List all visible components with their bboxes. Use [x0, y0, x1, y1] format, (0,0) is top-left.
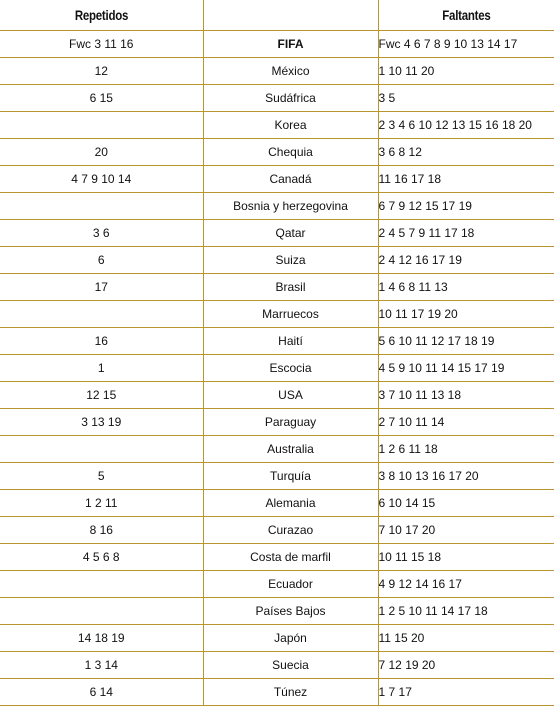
faltantes-cell: 1 4 6 8 11 13: [378, 274, 554, 301]
repetidos-cell: 16: [0, 328, 203, 355]
faltantes-cell: 3 5: [378, 85, 554, 112]
team-cell: Alemania: [203, 490, 378, 517]
repetidos-cell: [0, 112, 203, 139]
repetidos-cell: [0, 301, 203, 328]
repetidos-cell: 3 13 19: [0, 409, 203, 436]
table-row: [0, 355, 554, 382]
faltantes-cell: 1 7 17: [378, 679, 554, 706]
team-cell: Brasil: [203, 274, 378, 301]
team-cell: México: [203, 58, 378, 85]
team-cell: Escocia: [203, 355, 378, 382]
repetidos-cell: 20: [0, 139, 203, 166]
team-cell: Qatar: [203, 220, 378, 247]
team-cell: Suecia: [203, 652, 378, 679]
faltantes-cell: 3 7 10 11 13 18: [378, 382, 554, 409]
repetidos-cell: 8 16: [0, 517, 203, 544]
repetidos-cell: 4 5 6 8: [0, 544, 203, 571]
table-row: [0, 139, 554, 166]
faltantes-cell: 1 2 6 11 18: [378, 436, 554, 463]
repetidos-cell: [0, 193, 203, 220]
faltantes-cell: 5 6 10 11 12 17 18 19: [378, 328, 554, 355]
faltantes-cell: 3 6 8 12: [378, 139, 554, 166]
repetidos-cell: 12: [0, 58, 203, 85]
team-cell: Ecuador: [203, 571, 378, 598]
faltantes-cell: 7 12 19 20: [378, 652, 554, 679]
faltantes-cell: 4 5 9 10 11 14 15 17 19: [378, 355, 554, 382]
team-cell: Costa de marfil: [203, 544, 378, 571]
table-row: [0, 301, 554, 328]
repetidos-cell: 6: [0, 247, 203, 274]
repetidos-cell: 4 7 9 10 14: [0, 166, 203, 193]
table-row: [0, 517, 554, 544]
table-row: [0, 274, 554, 301]
faltantes-cell: 1 10 11 20: [378, 58, 554, 85]
team-cell: Australia: [203, 436, 378, 463]
faltantes-cell: 10 11 17 19 20: [378, 301, 554, 328]
team-cell: Bosnia y herzegovina: [203, 193, 378, 220]
table-row: [0, 436, 554, 463]
team-cell: Chequia: [203, 139, 378, 166]
team-cell: Paraguay: [203, 409, 378, 436]
repetidos-cell: 1: [0, 355, 203, 382]
repetidos-cell: [0, 571, 203, 598]
faltantes-cell: 6 10 14 15: [378, 490, 554, 517]
team-cell: USA: [203, 382, 378, 409]
team-cell: Marruecos: [203, 301, 378, 328]
team-cell: Korea: [203, 112, 378, 139]
header-faltantes: [378, 0, 554, 31]
header-row: [0, 0, 554, 31]
table-row: [0, 166, 554, 193]
table-row: [0, 85, 554, 112]
faltantes-cell: 11 16 17 18: [378, 166, 554, 193]
faltantes-cell: 2 3 4 6 10 12 13 15 16 18 20: [378, 112, 554, 139]
header-faltantes-label: Faltantes: [442, 7, 491, 23]
table-row: [0, 544, 554, 571]
table-row: [0, 220, 554, 247]
header-repetidos-label: Repetidos: [74, 7, 128, 23]
header-repetidos: [0, 0, 203, 31]
faltantes-cell: 11 15 20: [378, 625, 554, 652]
repetidos-cell: Fwc 3 11 16: [0, 31, 203, 58]
repetidos-cell: [0, 436, 203, 463]
table-row: [0, 625, 554, 652]
repetidos-cell: [0, 598, 203, 625]
faltantes-cell: 4 9 12 14 16 17: [378, 571, 554, 598]
header-team: [203, 0, 378, 31]
repetidos-cell: 17: [0, 274, 203, 301]
table-row: [0, 409, 554, 436]
team-cell: Japón: [203, 625, 378, 652]
team-cell: Curazao: [203, 517, 378, 544]
table-row: [0, 490, 554, 517]
team-cell: Países Bajos: [203, 598, 378, 625]
table-row: [0, 247, 554, 274]
table-row: [0, 58, 554, 85]
faltantes-cell: 3 8 10 13 16 17 20: [378, 463, 554, 490]
team-cell: Haití: [203, 328, 378, 355]
table-row: [0, 679, 554, 706]
table-row: [0, 571, 554, 598]
repetidos-cell: 1 2 11: [0, 490, 203, 517]
table-row: [0, 598, 554, 625]
table-row: [0, 193, 554, 220]
faltantes-cell: 2 4 5 7 9 11 17 18: [378, 220, 554, 247]
team-cell: FIFA: [203, 31, 378, 58]
table-row: [0, 328, 554, 355]
faltantes-cell: 1 2 5 10 11 14 17 18: [378, 598, 554, 625]
repetidos-cell: 1 3 14: [0, 652, 203, 679]
team-cell: Suiza: [203, 247, 378, 274]
repetidos-cell: 5: [0, 463, 203, 490]
faltantes-cell: 10 11 15 18: [378, 544, 554, 571]
team-cell: Canadá: [203, 166, 378, 193]
faltantes-cell: 6 7 9 12 15 17 19: [378, 193, 554, 220]
repetidos-cell: 12 15: [0, 382, 203, 409]
table-row: [0, 463, 554, 490]
repetidos-cell: 3 6: [0, 220, 203, 247]
team-cell: Turquía: [203, 463, 378, 490]
table-row: [0, 382, 554, 409]
table-row: [0, 112, 554, 139]
table-row: [0, 31, 554, 58]
repetidos-cell: 6 15: [0, 85, 203, 112]
team-cell: Túnez: [203, 679, 378, 706]
repetidos-cell: 14 18 19: [0, 625, 203, 652]
faltantes-cell: 2 7 10 11 14: [378, 409, 554, 436]
faltantes-cell: 2 4 12 16 17 19: [378, 247, 554, 274]
team-cell: Sudáfrica: [203, 85, 378, 112]
faltantes-cell: Fwc 4 6 7 8 9 10 13 14 17: [378, 31, 554, 58]
faltantes-cell: 7 10 17 20: [378, 517, 554, 544]
repetidos-cell: 6 14: [0, 679, 203, 706]
table-row: [0, 652, 554, 679]
